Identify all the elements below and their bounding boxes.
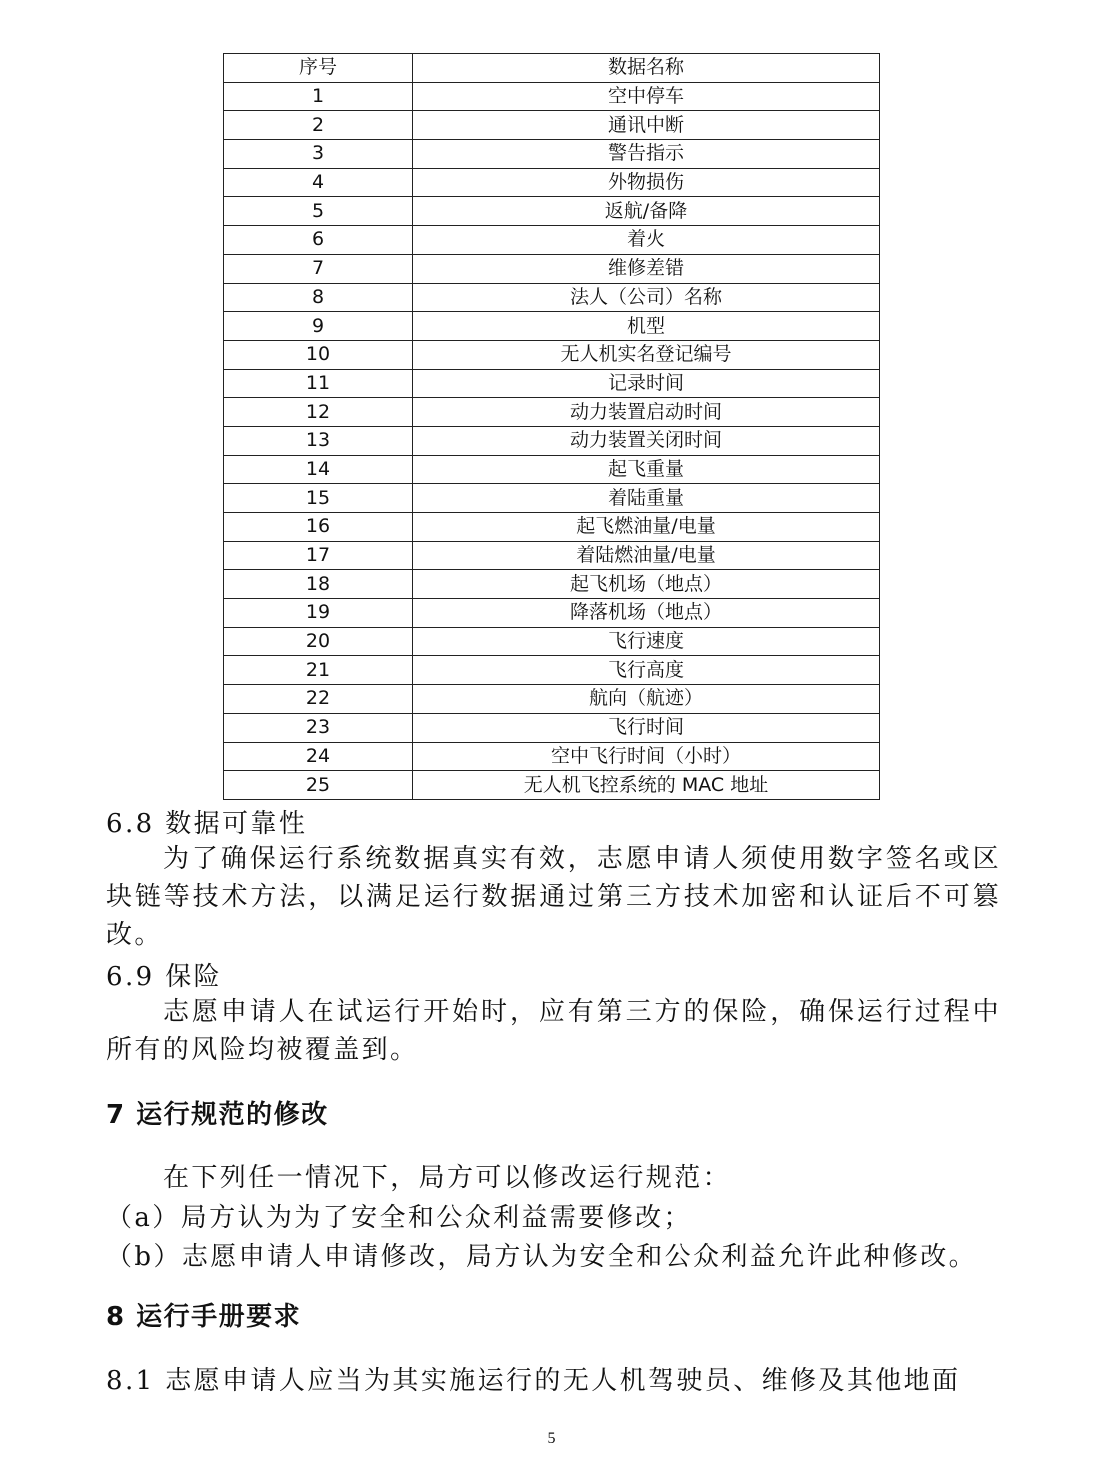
cell-data-name: 航向（航迹） [413,685,880,714]
header-data-name: 数据名称 [413,54,880,83]
table-row [224,168,880,197]
table-row [224,742,880,771]
table-row [224,140,880,169]
cell-data-name: 起飞燃油量/电量 [413,513,880,542]
section-6-8-title: 6.8 数据可靠性 [106,809,308,839]
cell-data-name: 飞行高度 [413,656,880,685]
section-7-item-a: （a）局方认为为了安全和公众利益需要修改； [106,1203,692,1233]
table-row [224,254,880,283]
table-row [224,340,880,369]
cell-index: 11 [224,369,413,398]
page-number: 5 [547,1430,556,1447]
table-row [224,369,880,398]
section-8-heading: 8 运行手册要求 [106,1302,302,1332]
cell-data-name: 空中停车 [413,82,880,111]
table-body [224,82,880,799]
table-row [224,197,880,226]
cell-data-name: 法人（公司）名称 [413,283,880,312]
cell-data-name: 维修差错 [413,254,880,283]
cell-data-name: 着火 [413,226,880,255]
section-6-8-paragraph: 为了确保运行系统数据真实有效，志愿申请人须使用数字签名或区块链等技术方法，以满足运行数据通过第三方技术加密和认证后不可篡改。 [106,844,1001,950]
section-6-9-paragraph: 志愿申请人在试运行开始时，应有第三方的保险，确保运行过程中所有的风险均被覆盖到。 [106,997,1001,1065]
cell-index: 4 [224,168,413,197]
cell-index: 23 [224,713,413,742]
cell-data-name: 飞行时间 [413,713,880,742]
cell-index: 20 [224,627,413,656]
cell-index: 21 [224,656,413,685]
cell-index: 19 [224,599,413,628]
cell-data-name: 空中飞行时间（小时） [413,742,880,771]
cell-data-name: 警告指示 [413,140,880,169]
cell-data-name: 起飞机场（地点） [413,570,880,599]
cell-index: 13 [224,426,413,455]
cell-data-name: 机型 [413,312,880,341]
table-row [224,484,880,513]
cell-data-name: 动力装置关闭时间 [413,426,880,455]
table-row [224,226,880,255]
table-row [224,541,880,570]
cell-index: 6 [224,226,413,255]
cell-data-name: 记录时间 [413,369,880,398]
table-row [224,570,880,599]
section-7-heading: 7 运行规范的修改 [106,1100,329,1130]
cell-data-name: 降落机场（地点） [413,599,880,628]
cell-index: 5 [224,197,413,226]
cell-index: 3 [224,140,413,169]
cell-index: 9 [224,312,413,341]
cell-data-name: 无人机实名登记编号 [413,340,880,369]
table-row [224,455,880,484]
cell-index: 17 [224,541,413,570]
cell-index: 15 [224,484,413,513]
cell-index: 8 [224,283,413,312]
section-6-9-title: 6.9 保险 [106,962,223,992]
cell-data-name: 外物损伤 [413,168,880,197]
data-items-table [223,53,880,800]
table-header-row [224,54,880,83]
table-row [224,426,880,455]
section-7-item-b: （b）志愿申请人申请修改，局方认为安全和公众利益允许此种修改。 [106,1242,978,1272]
cell-data-name: 通讯中断 [413,111,880,140]
cell-data-name: 返航/备降 [413,197,880,226]
table-row [224,111,880,140]
cell-index: 14 [224,455,413,484]
table-row [224,771,880,800]
table-row [224,398,880,427]
table-row [224,685,880,714]
table-row [224,713,880,742]
cell-data-name: 着陆燃油量/电量 [413,541,880,570]
section-8-clause-8-1: 8.1 志愿申请人应当为其实施运行的无人机驾驶员、维修及其他地面 [106,1366,961,1396]
section-7-intro: 在下列任一情况下，局方可以修改运行规范： [163,1163,732,1193]
cell-index: 16 [224,513,413,542]
table-row [224,599,880,628]
table-row [224,82,880,111]
cell-index: 1 [224,82,413,111]
table-row [224,656,880,685]
cell-index: 7 [224,254,413,283]
cell-index: 18 [224,570,413,599]
table-row [224,627,880,656]
cell-index: 12 [224,398,413,427]
cell-index: 2 [224,111,413,140]
table-row [224,283,880,312]
cell-data-name: 飞行速度 [413,627,880,656]
cell-data-name: 无人机飞控系统的 MAC 地址 [413,771,880,800]
cell-index: 10 [224,340,413,369]
cell-data-name: 起飞重量 [413,455,880,484]
cell-index: 24 [224,742,413,771]
header-index: 序号 [224,54,413,83]
table-row [224,513,880,542]
table-row [224,312,880,341]
cell-index: 25 [224,771,413,800]
cell-index: 22 [224,685,413,714]
cell-data-name: 动力装置启动时间 [413,398,880,427]
cell-data-name: 着陆重量 [413,484,880,513]
